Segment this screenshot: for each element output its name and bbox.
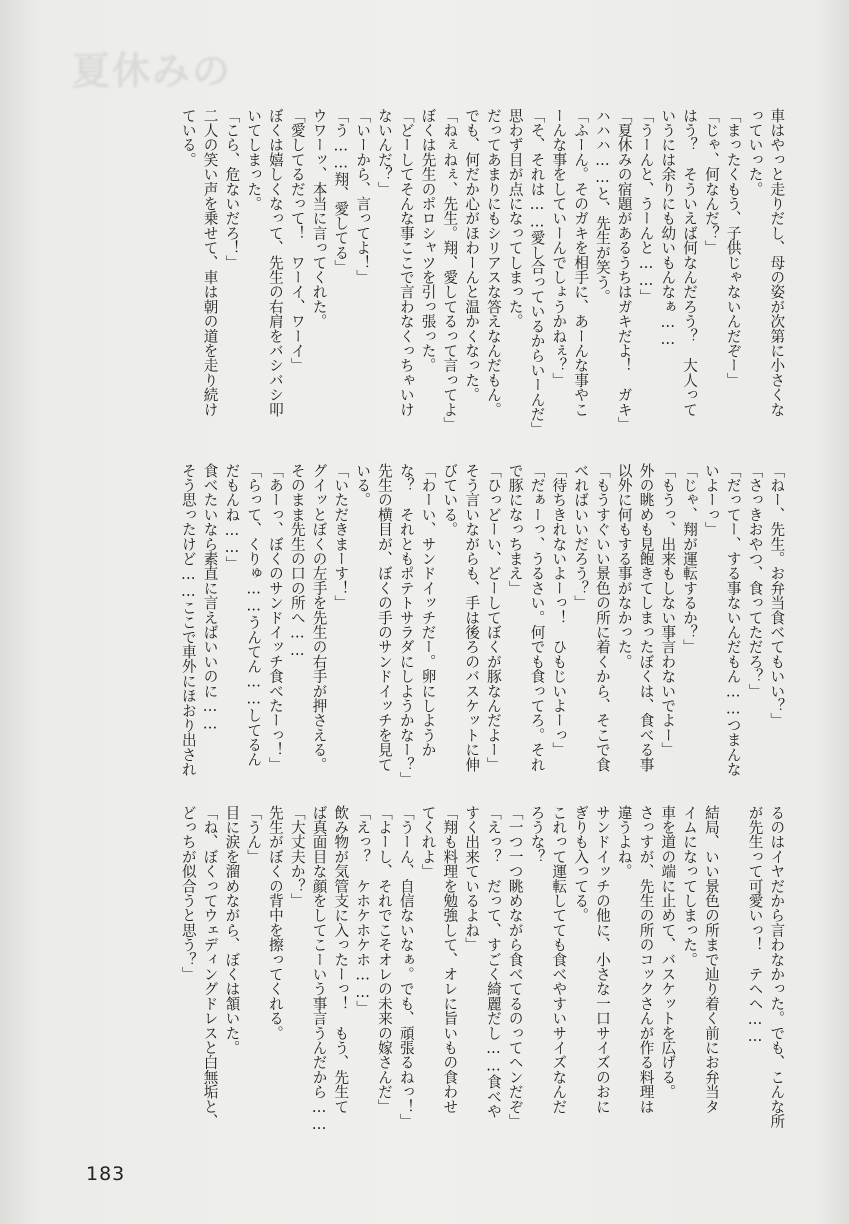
text-line: そう思ったけど……ここで車外にほおり出され xyxy=(179,463,197,777)
text-line: べればいいだろう？」 xyxy=(572,463,590,610)
text-line: ウワーッ、本当に言ってくれた。 xyxy=(310,108,328,329)
text-line: 「ひっどーい、どーしてぼくが豚なんだよー」 xyxy=(484,463,502,772)
text-line: 車はやっと走りだし、母の姿が次第に小さくな xyxy=(768,108,786,417)
text-line: そう言いながらも、手は後ろのバスケットに伸 xyxy=(463,463,481,772)
text-line: 「どーしてそんな事ここで言わなくっちゃいけ xyxy=(397,108,415,417)
text-line: いよーっ」 xyxy=(702,463,720,537)
text-line: 二人の笑い声を乗せて、車は朝の道を走り続け xyxy=(201,108,219,417)
text-line: イムになってしまった。 xyxy=(681,805,699,967)
text-line xyxy=(90,463,112,799)
text-line: 「いーから、言ってよ！」 xyxy=(354,108,372,285)
text-line: ば真面目な顔をしてこーいう事言うんだから…… xyxy=(310,805,328,1134)
text-line: 「待ちきれないよーっ！ ひもじいよーっ」 xyxy=(550,463,568,757)
text-line: いてしまった。 xyxy=(245,108,263,211)
text-line: 「こら、危ないだろ！」 xyxy=(223,108,241,270)
text-block-top xyxy=(68,108,787,444)
text-line xyxy=(90,805,112,1140)
text-line xyxy=(112,463,134,799)
text-line: 結局、いい景色の所まで辿り着く前にお弁当タ xyxy=(702,805,720,1114)
text-line xyxy=(722,805,744,1140)
text-line: びている。 xyxy=(441,463,459,537)
text-line: 「夏休みの宿題があるうちはガキだよ！ ガキ」 xyxy=(615,108,633,432)
text-line xyxy=(112,108,134,444)
text-line xyxy=(155,805,177,1140)
text-line: でも、何だか心がほわーんと温かくなった。 xyxy=(463,108,481,402)
text-line xyxy=(68,463,90,799)
text-line: 「だってー、する事ないんだもん……つまんな xyxy=(724,463,742,777)
text-line: っていった。 xyxy=(746,108,764,197)
text-line: ないんだ？」 xyxy=(375,108,393,197)
text-line: だってあまりにもシリアスな答えなんだもん。 xyxy=(484,108,502,417)
text-line xyxy=(155,463,177,799)
text-line: 「ねー、先生。お弁当食べてもいい？」 xyxy=(768,463,786,728)
text-line: 食べたいなら素直に言えばいいのに…… xyxy=(201,463,219,733)
text-line: てくれよ」 xyxy=(419,805,437,879)
text-line: さっすが、先生の所のコックさんが作る料理は xyxy=(637,805,655,1114)
text-line xyxy=(112,805,134,1140)
text-line: これって運転してても食べやすいサイズなんだ xyxy=(550,805,568,1114)
text-line: サンドイッチの他に、小さな一口サイズのおに xyxy=(593,805,611,1114)
text-line: ている。 xyxy=(179,108,197,167)
text-line: ハハハ……と、先生が笑う。 xyxy=(593,108,611,304)
text-block-bottom xyxy=(68,805,787,1140)
text-line: 「だぁーっ、うるさい。何でも食ってろ。それ xyxy=(528,463,546,772)
text-line xyxy=(155,108,177,444)
text-line: はう？ そういえば何なんだろう？ 大人って xyxy=(681,108,699,417)
text-line: 「えっ？ だって、すごく綺麗だし……食べや xyxy=(484,805,502,1119)
text-line: 「愛してるだって！ ワーイ、ワーイ」 xyxy=(288,108,306,373)
text-line: 「うーんと、うーんと……」 xyxy=(637,108,655,304)
show-through-heading: 夏休みの xyxy=(72,48,233,93)
text-line xyxy=(133,108,155,444)
text-line: 「らって、くりゅ……うんてん……してるん xyxy=(245,463,263,767)
text-line: 以外に何もする事がなかった。 xyxy=(615,463,633,669)
text-line: 「ね、ぼくってウェディングドレスと白無垢と、 xyxy=(201,805,219,1129)
text-line: 「もうっ、出来もしない事言わないでよー」 xyxy=(659,463,677,757)
text-line: 「うーん、自信ないなぁ。でも、頑張るねっ！」 xyxy=(397,805,415,1129)
text-line: 「まったくもう、子供じゃないんだぞー」 xyxy=(724,108,742,388)
text-line: 「うん」 xyxy=(245,805,263,864)
text-line: 「えっ？ ケホケホケホ……」 xyxy=(354,805,372,1016)
text-line: 「そ、それは……愛し合っているからいーんだ」 xyxy=(528,108,546,437)
text-line: 「翔も料理を勉強して、オレに旨いもの食わせ xyxy=(441,805,459,1114)
text-line xyxy=(68,108,90,444)
text-line: 飲み物が気管支に入ったーっ！ もう、先生て xyxy=(332,805,350,1114)
text-line xyxy=(133,463,155,799)
text-line: 「じゃ、翔が運転するか？」 xyxy=(681,463,699,655)
text-line: すく出来ているよね」 xyxy=(463,805,481,952)
text-line: 思わず目が点になってしまった。 xyxy=(506,108,524,329)
text-line: で豚になっちまえ」 xyxy=(506,463,524,596)
text-line: ーんな事をしていーんでしょうかねぇ？」 xyxy=(550,108,568,388)
text-line: ぼくは先生のポロシャツを引っ張った。 xyxy=(419,108,437,373)
text-line: 「わーい、サンドイッチだー。卵にしようか xyxy=(419,463,437,757)
text-line: るのはイヤだから言わなかった。でも、こんな所 xyxy=(768,805,786,1129)
text-line: 「ふーん。そのガキを相手に、あーんな事やこ xyxy=(572,108,590,417)
text-line: 先生の横目が、ぼくの手のサンドイッチを見て xyxy=(375,463,393,772)
text-line: 先生がぼくの背中を擦ってくれる。 xyxy=(266,805,284,1041)
text-line: 「一つ一つ眺めながら食べてるのってヘンだぞ」 xyxy=(506,805,524,1129)
text-line: ぼくは嬉しくなって、先生の右肩をバシバシ叩 xyxy=(266,108,284,417)
text-line: ろうな？ xyxy=(528,805,546,864)
text-line: が先生って可愛いっ！ テヘヘ…… xyxy=(746,805,764,1045)
text-line: どっちが似合うと思う？」 xyxy=(179,805,197,982)
text-line: 外の眺めも見飽きてしまったぼくは、食べる事 xyxy=(637,463,655,772)
text-line: 違うよね。 xyxy=(615,805,633,879)
text-line: いる。 xyxy=(354,463,372,508)
text-line: そのまま先生の口の所へ…… xyxy=(288,463,306,659)
text-line: 「大丈夫か？」 xyxy=(288,805,306,908)
text-line: ぎりも入ってる。 xyxy=(572,805,590,923)
text-line: 車を道の端に止めて、バスケットを広げる。 xyxy=(659,805,677,1099)
text-line: 目に涙を溜めながら、ぼくは頷いた。 xyxy=(223,805,241,1055)
text-block-middle xyxy=(68,463,787,799)
text-line: 「もうすぐいい景色の所に着くから、そこで食 xyxy=(593,463,611,772)
text-line: だもんね……」 xyxy=(223,463,241,571)
page-number: 183 xyxy=(86,1163,126,1185)
text-line: 「う……翔、愛してる」 xyxy=(332,108,350,275)
text-line xyxy=(68,805,90,1140)
text-line: 「ねぇねぇ、先生。翔、愛してるって言ってよ」 xyxy=(441,108,459,432)
text-line: 「よーし、それでこそオレの未来の嫁さんだ」 xyxy=(375,805,393,1114)
text-line: 「いただきまーす！」 xyxy=(332,463,350,610)
text-line: 「じゃ、何なんだ？」 xyxy=(702,108,720,255)
text-line xyxy=(90,108,112,444)
text-line: 「さっきおやつ、食ってただろ？」 xyxy=(746,463,764,699)
text-line xyxy=(133,805,155,1140)
text-line: いうには余りにも幼いもんなぁ…… xyxy=(659,108,677,348)
text-line: グイッとぼくの左手を先生の右手が押さえる。 xyxy=(310,463,328,772)
text-line: 「あーっ、ぼくのサンドイッチ食べたーっ！」 xyxy=(266,463,284,772)
text-line: な？ それともポテトサラダにしようかなー？」 xyxy=(397,463,415,787)
